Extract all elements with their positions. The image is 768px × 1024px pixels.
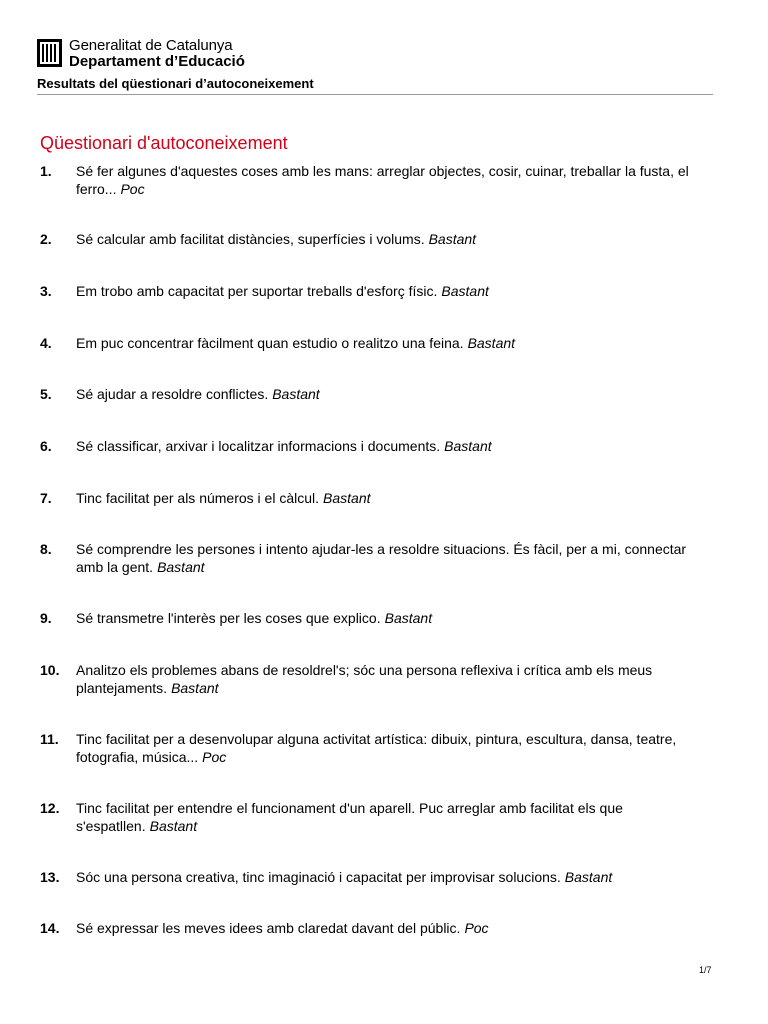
question-answer: Bastant — [444, 438, 492, 454]
question-text: Em trobo amb capacitat per suportar treballs d'esforç físic. — [76, 283, 438, 299]
question-text: Analitzo els problemes abans de resoldrel's; sóc una persona reflexiva i crítica amb els meus plantejaments. — [76, 662, 653, 696]
question-body — [76, 386, 716, 404]
question-number: 9. — [40, 610, 52, 626]
question-number: 1. — [40, 163, 52, 179]
question-body — [76, 438, 716, 456]
logo-block — [37, 36, 713, 70]
question-body — [76, 490, 716, 508]
question-text: Sé comprendre les persones i intento ajudar-les a resoldre situacions. És fàcil, per a mi, connectar amb la gent. — [76, 541, 687, 575]
question-answer: Bastant — [564, 869, 613, 885]
question-answer: Bastant — [157, 558, 205, 575]
page-number: 1/7 — [699, 965, 712, 975]
question-answer: Bastant — [467, 335, 516, 351]
question-number: 14. — [40, 920, 60, 936]
question-body — [76, 231, 716, 249]
department-name: Departament d’Educació — [69, 53, 245, 70]
section-title: Qüestionari d'autoconeixement — [40, 133, 288, 153]
question-body — [76, 662, 716, 697]
question-answer: Bastant — [323, 490, 371, 506]
question-text: Sé classificar, arxivar i localitzar informacions i documents. — [76, 438, 441, 454]
header-divider — [37, 94, 713, 95]
question-text: Sé transmetre l'interès per les coses que explico. — [76, 610, 381, 626]
question-body — [76, 731, 716, 766]
question-number: 11. — [40, 731, 59, 747]
question-text: Sé ajudar a resoldre conflictes. — [76, 386, 269, 402]
question-text: Sé fer algunes d'aquestes coses amb les mans: arreglar objectes, cosir, cuinar, treballar la fusta, el ferro... — [76, 163, 689, 197]
question-body — [76, 869, 716, 887]
question-number: 10. — [40, 662, 60, 678]
report-title: Resultats del qüestionari d’autoconeixement — [37, 76, 314, 91]
question-body — [76, 920, 716, 938]
org-name: Generalitat de Catalunya — [69, 37, 233, 54]
question-answer: Bastant — [272, 386, 320, 402]
question-answer: Bastant — [428, 231, 477, 247]
question-body — [76, 541, 716, 576]
question-text: Sóc una persona creativa, tinc imaginació i capacitat per improvisar solucions. — [76, 869, 561, 885]
question-answer: Poc — [464, 920, 489, 936]
question-number: 7. — [40, 490, 52, 506]
question-number: 3. — [40, 283, 52, 299]
question-number: 8. — [40, 541, 52, 557]
question-number: 2. — [40, 231, 52, 247]
question-number: 13. — [40, 869, 60, 885]
question-number: 4. — [40, 335, 52, 351]
question-answer: Bastant — [171, 679, 219, 696]
document-header — [37, 36, 713, 91]
question-answer: Bastant — [384, 610, 433, 626]
generalitat-logo-icon — [37, 39, 62, 67]
question-answer: Bastant — [149, 817, 198, 834]
logo-text — [69, 37, 245, 69]
question-text: Tinc facilitat per als números i el càlcul. — [76, 490, 320, 506]
question-body — [76, 800, 716, 835]
question-body — [76, 335, 716, 353]
question-text: Em puc concentrar fàcilment quan estudio o realitzo una feina. — [76, 335, 464, 351]
question-answer: Poc — [120, 180, 145, 197]
question-body — [76, 163, 716, 198]
question-answer: Bastant — [441, 283, 489, 299]
question-text: Sé expressar les meves idees amb claredat davant del públic. — [76, 920, 461, 936]
question-number: 6. — [40, 438, 52, 454]
question-answer: Poc — [202, 748, 227, 765]
question-text: Tinc facilitat per entendre el funcionament d'un aparell. Puc arreglar amb facilitat els que s'espatllen. — [76, 800, 623, 834]
question-text: Tinc facilitat per a desenvolupar alguna activitat artística: dibuix, pintura, escultura, dansa, teatre, fotografia, música... — [76, 731, 677, 765]
question-body — [76, 283, 716, 301]
question-text: Sé calcular amb facilitat distàncies, superfícies i volums. — [76, 231, 425, 247]
question-number: 12. — [40, 800, 60, 816]
question-number: 5. — [40, 386, 52, 402]
question-body — [76, 610, 716, 628]
